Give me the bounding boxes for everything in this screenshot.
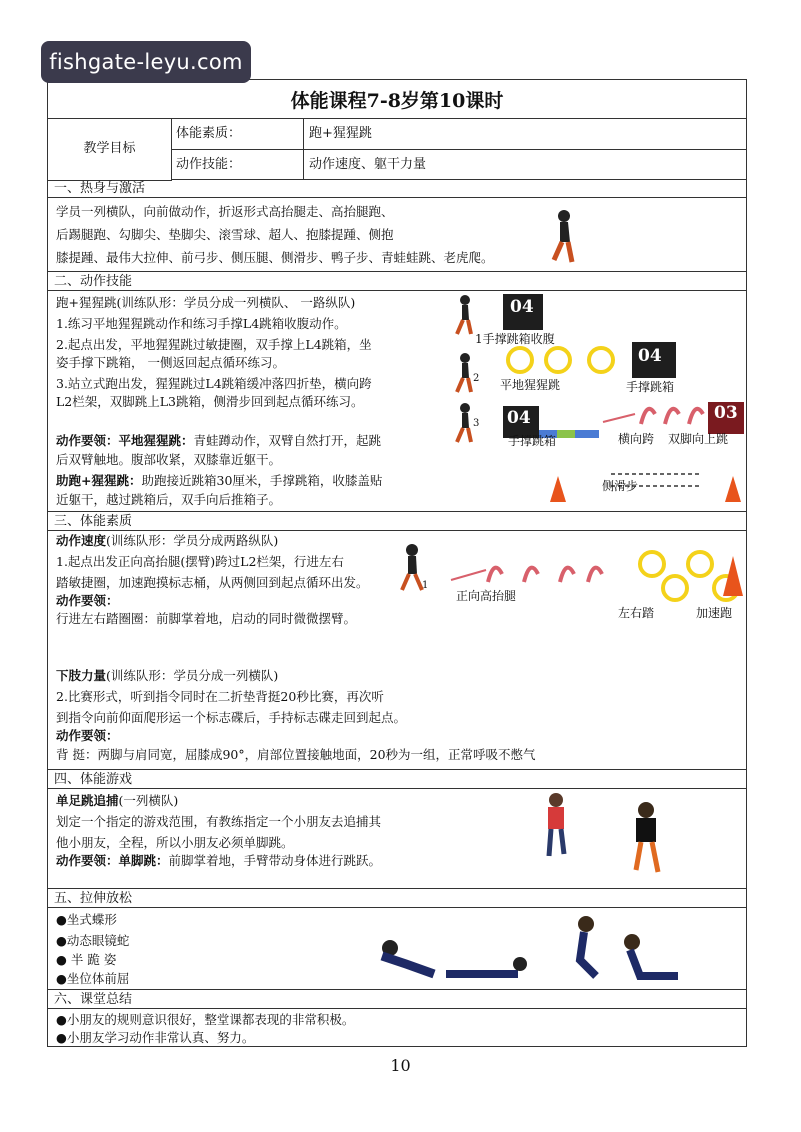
fitness-topic: 动作速度 [56, 533, 107, 548]
hurdles [488, 568, 602, 582]
skill-line-6: L2栏架，双脚跳上L3跳箱，侧滑步回到起点循环练习。 [56, 394, 364, 409]
fitness-line-2: 踏敏捷圈，加速跑摸标志桶，从两侧回到起点循环出发。 [56, 575, 369, 590]
fig-caption: 左右踏 [618, 606, 655, 620]
fig-caption: 平地猩猩跳 [500, 378, 561, 392]
agility-ring [508, 348, 532, 372]
stretch-item: ●动态眼镜蛇 [56, 933, 130, 948]
agility-ring [546, 348, 570, 372]
stretch-item: ●坐式蝶形 [56, 912, 117, 927]
ess-text: 助跑接近跳箱30厘米，手撑跳箱，收膝盖贴 [141, 473, 383, 488]
fitness-diagram [396, 540, 746, 620]
section-game-header: 四、体能游戏 [48, 769, 746, 789]
skill-essential-1 [56, 430, 381, 451]
game-players-illustration [538, 792, 678, 882]
section-fitness-header: 三、体能素质 [48, 511, 746, 531]
fitness-ess2-text: 背 挺：两脚与肩同宽，屈膝成90°，肩部位置接触地面，20秒为一组，正常呼吸不憋气 [56, 747, 536, 762]
agility-ring [640, 552, 664, 576]
agility-ring [663, 576, 687, 600]
game-formation: (一列横队) [118, 793, 179, 808]
fitness-line-4: 到指令向前仰面爬形运一个标志碟后，手持标志碟走回到起点。 [56, 710, 407, 725]
fig-caption: 手撑跳箱 [508, 434, 557, 448]
box-number: 04 [638, 346, 662, 366]
skill-essential-1b: 后双臂触地。腹部收紧，双膝靠近躯干。 [56, 452, 282, 467]
goal-val-1: 跑+猩猩跳 [304, 118, 746, 150]
hurdles [641, 409, 703, 424]
stretch-poses-illustration [368, 912, 678, 992]
fitness-title-2 [56, 665, 278, 686]
goal-key-1: 体能素质： [171, 118, 304, 150]
fitness-title-1 [56, 530, 278, 551]
fitness-line-3: 2.比赛形式，听到指令同时在二折垫背挺20秒比赛，再次听 [56, 689, 384, 704]
runner-icon [457, 295, 471, 334]
warmup-runner-icon [546, 208, 576, 268]
fitness-formation: (训练队形：学员分成两路纵队) [106, 533, 279, 548]
arrow-icon [603, 414, 635, 422]
fig-caption: 正向高抬腿 [456, 589, 517, 603]
skill-line-4: 姿手撑下跳箱， 一侧返回起点循环练习。 [56, 355, 285, 370]
goal-key-2: 动作技能： [171, 150, 304, 180]
ess-label: 动作要领：单脚跳： [56, 853, 169, 868]
goal-label: 教学目标 [48, 118, 172, 181]
agility-ring [589, 348, 613, 372]
summary-item: ●小朋友学习动作非常认真、努力。 [56, 1030, 255, 1045]
fold-mat-panel [557, 430, 575, 438]
fig-step-number: 3 [473, 418, 480, 429]
fitness-line-1: 1.起点出发正向高抬腿(摆臂)跨过L2栏架，行进左右 [56, 554, 344, 569]
fig-step-number: 2 [473, 373, 480, 384]
box-number: 04 [510, 297, 534, 317]
skill-essential-2b: 近躯干，越过跳箱后，双手向后推箱子。 [56, 492, 282, 507]
box-number: 04 [507, 408, 531, 428]
warmup-line-2: 后踢腿跑、勾脚尖、垫脚尖、滚雪球、超人、抱膝提踵、侧抱 [56, 227, 394, 242]
runner-icon [457, 353, 471, 392]
cone-icon [725, 476, 741, 502]
stretch-item: ● 半 跪 姿 [56, 952, 117, 967]
page-number: 10 [390, 1056, 411, 1075]
skill-essential-2 [56, 470, 382, 491]
skill-line-2: 1.练习平地猩猩跳动作和练习手撑L4跳箱收腹动作。 [56, 316, 347, 331]
fig-caption: 侧滑步 [602, 479, 639, 493]
ess-label: 助跑+猩猩跳： [56, 473, 142, 488]
agility-ring [688, 552, 712, 576]
skill-line-5: 3.站立式跑出发，猩猩跳过L4跳箱缓冲落四折垫，横向跨 [56, 376, 372, 391]
stretch-item: ●坐位体前屈 [56, 971, 130, 986]
section-stretch-header: 五、拉伸放松 [48, 888, 746, 908]
game-title [56, 790, 178, 811]
fitness-formation: (训练队形：学员分成一列横队) [106, 668, 279, 683]
cone-icon [721, 552, 745, 600]
ess-label: 动作要领：平地猩猩跳： [56, 433, 194, 448]
goal-val-2: 动作速度、躯干力量 [304, 150, 746, 180]
section-skill-header: 二、动作技能 [48, 271, 746, 291]
box-number: 03 [714, 403, 738, 423]
game-essential [56, 850, 381, 871]
game-line-2: 他小朋友，全程，所以小朋友必须单脚跳。 [56, 835, 294, 850]
page-title: 体能课程7-8岁第10课时 [48, 80, 746, 119]
runner-icon [457, 403, 471, 442]
skill-line-3: 2.起点出发，平地猩猩跳过敏捷圈，双手撑上L4跳箱，坐 [56, 337, 372, 352]
fig-caption: 1手撑跳箱收腹 [475, 332, 555, 346]
ess-text: 前脚掌着地，手臂带动身体进行跳跃。 [168, 853, 382, 868]
runner-icon [402, 544, 422, 590]
warmup-line-1: 学员一列横队，向前做动作，折返形式高抬腿走、高抬腿跑、 [56, 204, 394, 219]
watermark: fishgate-leyu.com [41, 41, 251, 83]
ess-text: 青蛙蹲动作，双臂自然打开，起跳 [193, 433, 382, 448]
game-name: 单足跳追捕 [56, 793, 119, 808]
fitness-topic: 下肢力量 [56, 668, 107, 683]
section-summary-header: 六、课堂总结 [48, 989, 746, 1009]
game-line-1: 划定一个指定的游戏范围，有教练指定一个小朋友去追捕其 [56, 814, 382, 829]
skill-line-1: 跑+猩猩跳(训练队形：学员分成一列横队、 一路纵队) [56, 295, 356, 310]
fitness-ess-text: 行进左右踏圈圈：前脚掌着地，启动的同时微微摆臂。 [56, 611, 357, 626]
fig-caption: 横向跨 [618, 432, 655, 446]
fig-caption: 加速跑 [696, 606, 733, 620]
fitness-ess2-label: 动作要领： [56, 728, 119, 743]
warmup-line-3: 膝提踵、最伟大拉伸、前弓步、侧压腿、侧滑步、鸭子步、青蛙蛙跳、老虎爬。 [56, 250, 494, 265]
lesson-sheet [47, 79, 747, 1047]
cone-icon [550, 476, 566, 502]
fig-step-number: 1 [422, 580, 429, 591]
fitness-ess-label: 动作要领： [56, 593, 119, 608]
arrow-icon [451, 570, 486, 580]
section-warmup-header: 一、热身与激活 [48, 180, 746, 198]
fig-caption: 双脚向上跳 [668, 432, 729, 446]
skill-diagram [453, 292, 748, 502]
summary-item: ●小朋友的规则意识很好，整堂课都表现的非常积极。 [56, 1012, 355, 1027]
fig-caption: 手撑跳箱 [626, 380, 675, 394]
